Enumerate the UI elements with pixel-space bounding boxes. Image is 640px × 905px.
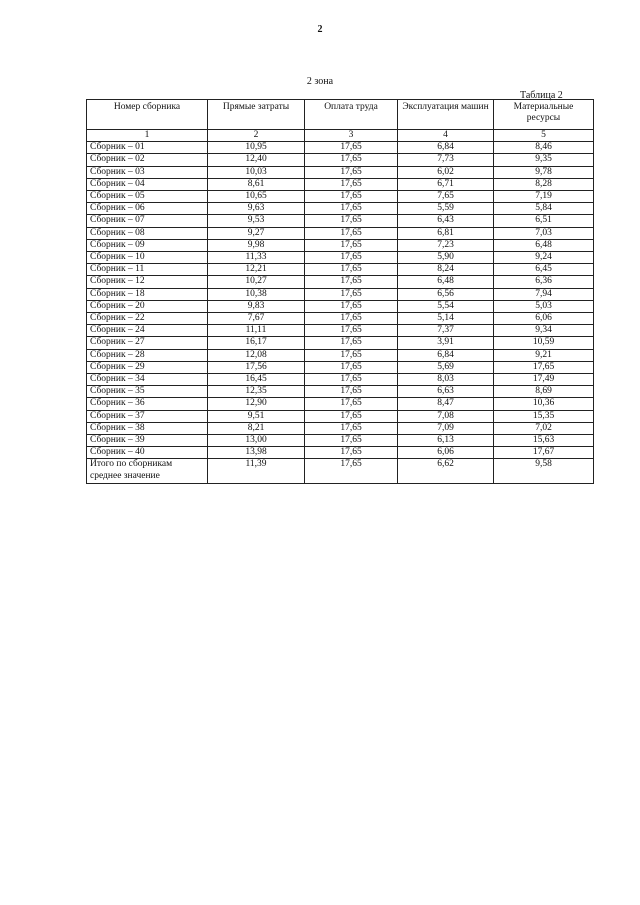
table-row [87,203,594,215]
cell-machine-operation: 7,08 [398,410,494,422]
cell-direct-costs: 9,51 [208,410,305,422]
cell-labor-pay: 17,65 [305,252,398,264]
cell-material-resources: 7,03 [494,227,594,239]
cell-machine-operation: 6,06 [398,447,494,459]
cell-direct-costs: 10,65 [208,191,305,203]
table-row [87,337,594,349]
cell-direct-costs: 11,11 [208,325,305,337]
cell-labor-pay: 17,65 [305,374,398,386]
table-row [87,191,594,203]
table-row [87,178,594,190]
table-row [87,325,594,337]
cell-labor-pay: 17,65 [305,227,398,239]
cell-material-resources: 9,35 [494,154,594,166]
cell-machine-operation: 6,48 [398,276,494,288]
table-row [87,276,594,288]
cell-material-resources: 17,67 [494,447,594,459]
header-labor-pay: Оплата труда [305,100,398,130]
cell-material-resources: 15,63 [494,435,594,447]
cell-machine-operation: 6,43 [398,215,494,227]
cell-collection-name: Сборник – 38 [87,422,208,434]
cell-collection-name: Сборник – 34 [87,374,208,386]
cell-labor-pay: 17,65 [305,142,398,154]
cell-collection-name: Сборник – 08 [87,227,208,239]
cell-material-resources: 15,35 [494,410,594,422]
cell-machine-operation: 6,56 [398,288,494,300]
total-labor-pay: 17,65 [305,459,398,484]
cell-labor-pay: 17,65 [305,410,398,422]
cell-material-resources: 9,24 [494,252,594,264]
cell-machine-operation: 7,37 [398,325,494,337]
cell-direct-costs: 9,27 [208,227,305,239]
cell-labor-pay: 17,65 [305,264,398,276]
cell-direct-costs: 10,03 [208,166,305,178]
cell-labor-pay: 17,65 [305,435,398,447]
cell-labor-pay: 17,65 [305,398,398,410]
cost-index-table [86,99,594,484]
cell-direct-costs: 9,63 [208,203,305,215]
cell-direct-costs: 8,61 [208,178,305,190]
cell-machine-operation: 5,59 [398,203,494,215]
cell-machine-operation: 8,24 [398,264,494,276]
column-number: 4 [398,130,494,142]
cell-labor-pay: 17,65 [305,422,398,434]
cell-labor-pay: 17,65 [305,300,398,312]
cell-direct-costs: 9,53 [208,215,305,227]
cell-labor-pay: 17,65 [305,288,398,300]
cell-collection-name: Сборник – 22 [87,313,208,325]
cell-machine-operation: 8,03 [398,374,494,386]
cell-direct-costs: 13,00 [208,435,305,447]
cell-direct-costs: 12,21 [208,264,305,276]
cell-collection-name: Сборник – 39 [87,435,208,447]
cell-collection-name: Сборник – 40 [87,447,208,459]
table-row [87,313,594,325]
cell-material-resources: 7,94 [494,288,594,300]
table-label: Таблица 2 [520,90,563,101]
cell-direct-costs: 10,38 [208,288,305,300]
table-row [87,435,594,447]
cell-machine-operation: 6,13 [398,435,494,447]
table-row [87,447,594,459]
zone-title: 2 зона [306,76,334,87]
header-direct-costs: Прямые затраты [208,100,305,130]
cell-material-resources: 6,45 [494,264,594,276]
cell-collection-name: Сборник – 07 [87,215,208,227]
cell-material-resources: 6,48 [494,239,594,251]
cell-collection-name: Сборник – 01 [87,142,208,154]
cell-material-resources: 9,34 [494,325,594,337]
cell-machine-operation: 5,54 [398,300,494,312]
cell-collection-name: Сборник – 20 [87,300,208,312]
cell-labor-pay: 17,65 [305,191,398,203]
cell-machine-operation: 3,91 [398,337,494,349]
cell-direct-costs: 7,67 [208,313,305,325]
cell-collection-name: Сборник – 05 [87,191,208,203]
cell-machine-operation: 6,63 [398,386,494,398]
table-row [87,361,594,373]
cell-collection-name: Сборник – 11 [87,264,208,276]
cell-material-resources: 17,49 [494,374,594,386]
cell-machine-operation: 6,81 [398,227,494,239]
cell-machine-operation: 7,09 [398,422,494,434]
cell-collection-name: Сборник – 24 [87,325,208,337]
page-number: 2 [317,24,323,35]
table-row [87,288,594,300]
cell-material-resources: 8,46 [494,142,594,154]
total-row [87,459,594,484]
cell-labor-pay: 17,65 [305,178,398,190]
cell-collection-name: Сборник – 04 [87,178,208,190]
cell-labor-pay: 17,65 [305,166,398,178]
column-number: 2 [208,130,305,142]
cell-material-resources: 17,65 [494,361,594,373]
column-number: 1 [87,130,208,142]
cell-collection-name: Сборник – 37 [87,410,208,422]
cell-labor-pay: 17,65 [305,154,398,166]
cell-labor-pay: 17,65 [305,337,398,349]
cell-collection-name: Сборник – 35 [87,386,208,398]
table-row [87,227,594,239]
table-row [87,264,594,276]
cell-machine-operation: 6,02 [398,166,494,178]
cell-labor-pay: 17,65 [305,203,398,215]
cell-machine-operation: 6,71 [398,178,494,190]
cell-direct-costs: 9,83 [208,300,305,312]
cell-direct-costs: 8,21 [208,422,305,434]
cell-collection-name: Сборник – 02 [87,154,208,166]
column-number-row [87,130,594,142]
table-row [87,239,594,251]
header-collection-number: Номер сборника [87,100,208,130]
cell-direct-costs: 10,27 [208,276,305,288]
table-row [87,374,594,386]
cell-collection-name: Сборник – 12 [87,276,208,288]
cell-labor-pay: 17,65 [305,386,398,398]
cell-collection-name: Сборник – 06 [87,203,208,215]
cell-material-resources: 6,36 [494,276,594,288]
total-machine-operation: 6,62 [398,459,494,484]
cell-collection-name: Сборник – 09 [87,239,208,251]
cell-machine-operation: 8,47 [398,398,494,410]
cell-labor-pay: 17,65 [305,349,398,361]
cell-collection-name: Сборник – 28 [87,349,208,361]
cell-labor-pay: 17,65 [305,239,398,251]
cell-direct-costs: 11,33 [208,252,305,264]
cell-machine-operation: 5,69 [398,361,494,373]
cell-material-resources: 9,21 [494,349,594,361]
cell-direct-costs: 12,35 [208,386,305,398]
cell-machine-operation: 7,65 [398,191,494,203]
cell-material-resources: 5,84 [494,203,594,215]
table-row [87,386,594,398]
table-body [87,142,594,459]
cell-machine-operation: 5,14 [398,313,494,325]
cell-material-resources: 5,03 [494,300,594,312]
cell-direct-costs: 17,56 [208,361,305,373]
cell-direct-costs: 12,08 [208,349,305,361]
cell-machine-operation: 7,73 [398,154,494,166]
header-machine-operation: Эксплуатация машин [398,100,494,130]
cell-material-resources: 10,36 [494,398,594,410]
cell-material-resources: 7,02 [494,422,594,434]
cell-collection-name: Сборник – 29 [87,361,208,373]
cell-direct-costs: 12,90 [208,398,305,410]
header-material-resources: Материальные ресурсы [494,100,594,130]
cell-collection-name: Сборник – 18 [87,288,208,300]
cell-machine-operation: 5,90 [398,252,494,264]
cell-machine-operation: 6,84 [398,349,494,361]
cell-direct-costs: 16,45 [208,374,305,386]
cell-material-resources: 6,06 [494,313,594,325]
column-number: 3 [305,130,398,142]
cell-collection-name: Сборник – 10 [87,252,208,264]
total-direct-costs: 11,39 [208,459,305,484]
cell-direct-costs: 16,17 [208,337,305,349]
cell-direct-costs: 13,98 [208,447,305,459]
cell-labor-pay: 17,65 [305,361,398,373]
cell-labor-pay: 17,65 [305,215,398,227]
cell-material-resources: 8,28 [494,178,594,190]
table-row [87,252,594,264]
table-row [87,215,594,227]
cell-collection-name: Сборник – 36 [87,398,208,410]
table-row [87,422,594,434]
header-row [87,100,594,130]
cell-material-resources: 9,78 [494,166,594,178]
cell-labor-pay: 17,65 [305,447,398,459]
cell-material-resources: 10,59 [494,337,594,349]
table-row [87,398,594,410]
table-row [87,349,594,361]
cell-material-resources: 7,19 [494,191,594,203]
cell-labor-pay: 17,65 [305,313,398,325]
cell-material-resources: 6,51 [494,215,594,227]
cell-collection-name: Сборник – 03 [87,166,208,178]
cell-direct-costs: 10,95 [208,142,305,154]
table-row [87,300,594,312]
cell-labor-pay: 17,65 [305,325,398,337]
table-row [87,166,594,178]
cell-labor-pay: 17,65 [305,276,398,288]
cell-direct-costs: 12,40 [208,154,305,166]
total-label: Итого по сборникам среднее значение [87,459,208,484]
column-number: 5 [494,130,594,142]
table-row [87,154,594,166]
cell-direct-costs: 9,98 [208,239,305,251]
total-material-resources: 9,58 [494,459,594,484]
cell-material-resources: 8,69 [494,386,594,398]
table-row [87,410,594,422]
cell-machine-operation: 7,23 [398,239,494,251]
cell-machine-operation: 6,84 [398,142,494,154]
table-row [87,142,594,154]
cell-collection-name: Сборник – 27 [87,337,208,349]
